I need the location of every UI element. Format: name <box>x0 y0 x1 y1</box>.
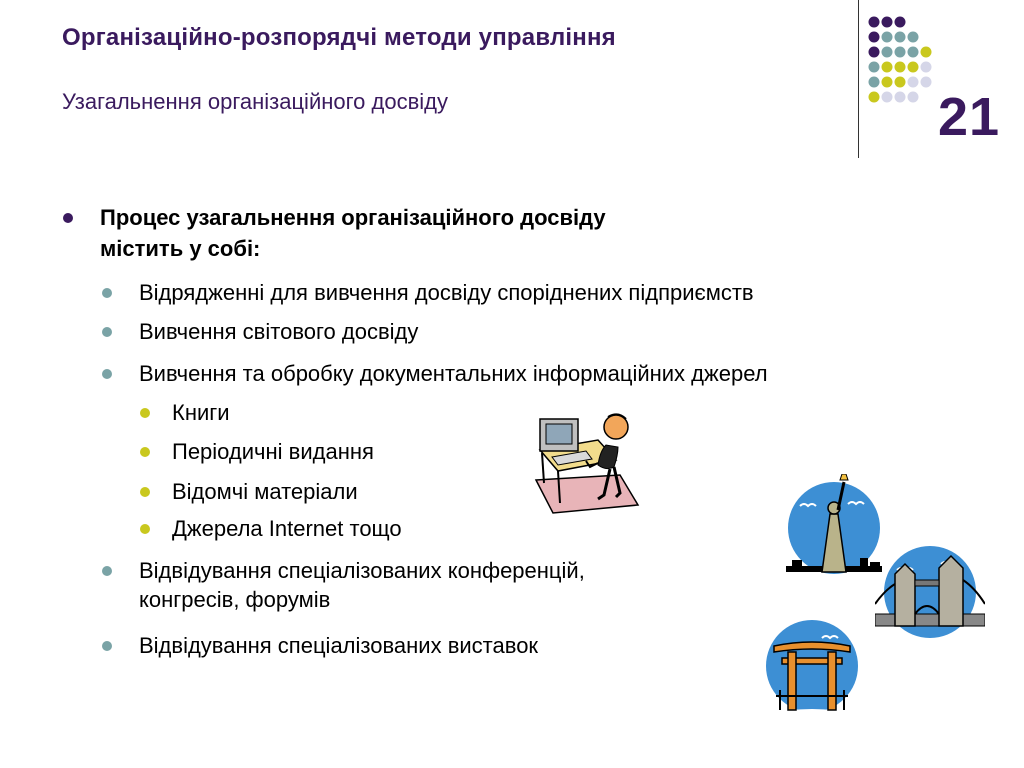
bullet-marker <box>140 487 150 497</box>
decorative-dot <box>908 62 919 73</box>
list-item <box>139 631 538 660</box>
bullet-marker <box>102 369 112 379</box>
computer-user-icon <box>528 405 640 520</box>
sub-list-item-text: Джерела Internet тощо <box>172 516 402 541</box>
bullet-marker <box>140 524 150 534</box>
decorative-dot <box>882 62 893 73</box>
decorative-dot <box>921 77 932 88</box>
list-item <box>139 556 585 614</box>
list-item <box>139 359 768 388</box>
decorative-dot <box>882 77 893 88</box>
decorative-dot-grid <box>862 10 942 130</box>
slide-number: 21 <box>938 87 1001 147</box>
decorative-dot <box>908 47 919 58</box>
slide-subtitle: Узагальнення організаційного досвіду <box>62 89 448 114</box>
decorative-dot <box>882 47 893 58</box>
decorative-dot <box>882 32 893 43</box>
decorative-dot <box>921 62 932 73</box>
list-item-text: Відвідування спеціалізованих виставок <box>139 633 539 658</box>
bullet-marker <box>102 288 112 298</box>
main-bullet <box>100 202 800 264</box>
decorative-dot <box>869 77 880 88</box>
decorative-dot <box>895 62 906 73</box>
decorative-dot <box>869 92 880 103</box>
decorative-dot <box>921 47 932 58</box>
bullet-marker <box>63 213 73 223</box>
decorative-dot <box>869 62 880 73</box>
list-item <box>139 278 754 307</box>
sub-list-item <box>172 437 374 466</box>
list-item-text: конгресів, форумів <box>139 587 331 612</box>
bullet-marker <box>102 327 112 337</box>
sub-list-item-text: Відомчі матеріали <box>172 479 358 504</box>
main-bullet-line-2: містить у собі: <box>100 236 261 261</box>
decorative-dot <box>895 92 906 103</box>
bullet-marker <box>102 566 112 576</box>
sub-list-item-text: Періодичні видання <box>172 439 374 464</box>
decorative-dot <box>908 92 919 103</box>
sub-list-item <box>172 514 402 543</box>
list-item-text: Відвідування спеціалізованих конференцій, <box>139 558 585 583</box>
decorative-dot <box>908 32 919 43</box>
torii-gate-icon <box>762 616 862 720</box>
decorative-dot <box>895 17 906 28</box>
main-bullet-line-1: Процес узагальнення організаційного досвіду <box>100 205 606 230</box>
divider-line <box>858 0 859 158</box>
decorative-dot <box>908 77 919 88</box>
decorative-dot <box>895 32 906 43</box>
list-item-text: Відрядженні для вивчення досвіду споріднених підприємств <box>139 280 754 305</box>
bullet-marker <box>102 641 112 651</box>
decorative-dot <box>882 17 893 28</box>
list-item <box>139 317 418 346</box>
bullet-marker <box>140 447 150 457</box>
sub-list-item <box>172 398 230 427</box>
sub-list-item-text: Книги <box>172 400 230 425</box>
bullet-marker <box>140 408 150 418</box>
decorative-dot <box>869 32 880 43</box>
sub-list-item <box>172 477 358 506</box>
slide-title: Організаційно-розпорядчі методи управління <box>62 24 616 51</box>
decorative-dot <box>895 47 906 58</box>
decorative-dot <box>882 92 893 103</box>
decorative-dot <box>869 47 880 58</box>
list-item-text: Вивчення та обробку документальних інформаційних джерел <box>139 361 768 386</box>
tower-bridge-icon <box>875 544 985 640</box>
statue-of-liberty-icon <box>786 474 882 580</box>
decorative-dot <box>869 17 880 28</box>
list-item-text: Вивчення світового досвіду <box>139 319 419 344</box>
decorative-dot <box>895 77 906 88</box>
